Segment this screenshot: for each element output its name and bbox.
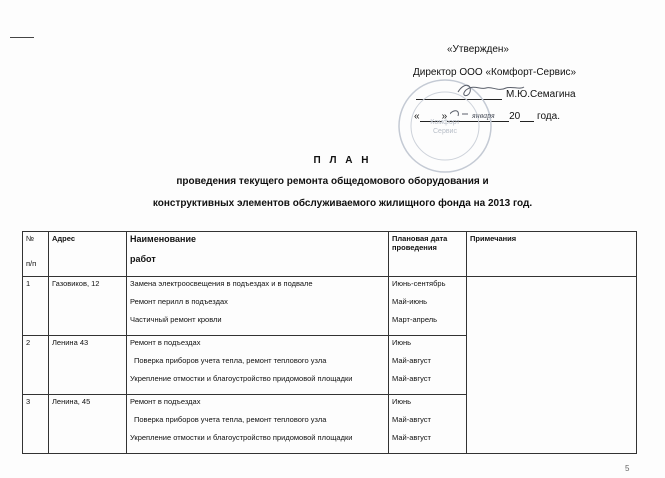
work-item: Укрепление отмостки и благоустройство придомовой площадки (130, 374, 353, 383)
year-suffix: года. (537, 111, 560, 122)
work-item: Ремонт перилл в подъездах (130, 297, 228, 306)
table-row (23, 277, 637, 336)
header-notes: Примечания (467, 232, 637, 277)
date-item: Май-август (392, 356, 431, 365)
page-number: 5 (625, 464, 630, 473)
row-notes (467, 277, 637, 454)
date-item: Май-август (392, 374, 431, 383)
work-item: Поверка приборов учета тепла, ремонт теплового узла (134, 415, 327, 424)
approval-signer: М.Ю.Семагина (506, 89, 576, 100)
date-item: Июнь (392, 397, 412, 406)
handwritten-signature (450, 78, 530, 128)
approval-director: Директор ООО «Комфорт-Сервис» (413, 67, 577, 78)
row-address: Ленина, 45 (49, 395, 127, 454)
approval-title: «Утвержден» (447, 44, 509, 55)
header-name-l2: работ (130, 254, 156, 264)
row-number: 1 (23, 277, 49, 336)
date-item: Июнь-сентябрь (392, 279, 446, 288)
plan-title: П Л А Н (313, 155, 372, 166)
date-open-quote: « (414, 111, 420, 122)
date-item: Март-апрель (392, 315, 438, 324)
date-item: Май-август (392, 415, 431, 424)
table-header-row (23, 232, 637, 277)
header-number-l2: п/п (26, 259, 37, 268)
work-item: Ремонт в подъездах (130, 397, 201, 406)
row-dates (389, 395, 467, 454)
header-name-l1: Наименование (130, 234, 197, 244)
row-number: 2 (23, 336, 49, 395)
row-number: 3 (23, 395, 49, 454)
plan-subtitle-line1: проведения текущего ремонта общедомового оборудования и (176, 176, 489, 187)
svg-text:Комфорт: Комфорт (430, 119, 460, 126)
header-address: Адрес (49, 232, 127, 277)
date-item: Май-июнь (392, 297, 428, 306)
row-works (127, 395, 389, 454)
date-item: Май-август (392, 433, 431, 442)
work-item: Замена электроосвещения в подъездах и в подвале (130, 279, 313, 288)
top-rule (10, 37, 34, 38)
row-address: Газовиков, 12 (49, 277, 127, 336)
row-address: Ленина 43 (49, 336, 127, 395)
header-date: Плановая дата проведения (389, 232, 467, 277)
svg-text:января: января (472, 111, 495, 120)
svg-text:Сервис: Сервис (433, 128, 457, 135)
work-item: Ремонт в подъездах (130, 338, 201, 347)
plan-subtitle-line2: конструктивных элементов обслуживаемого жилищного фонда на 2013 год. (152, 198, 533, 209)
header-number (23, 232, 49, 277)
row-dates (389, 336, 467, 395)
year-prefix: 20 (509, 111, 521, 122)
date-close-quote: » (441, 111, 448, 122)
date-item: Июнь (392, 338, 412, 347)
work-item: Частичный ремонт кровли (130, 315, 222, 324)
row-works (127, 277, 389, 336)
plan-table (22, 231, 637, 454)
row-works (127, 336, 389, 395)
work-item: Укрепление отмостки и благоустройство придомовой площадки (130, 433, 353, 442)
row-dates (389, 277, 467, 336)
work-item: Поверка приборов учета тепла, ремонт теплового узла (134, 356, 327, 365)
header-name (127, 232, 389, 277)
header-number-l1: № (26, 234, 35, 243)
